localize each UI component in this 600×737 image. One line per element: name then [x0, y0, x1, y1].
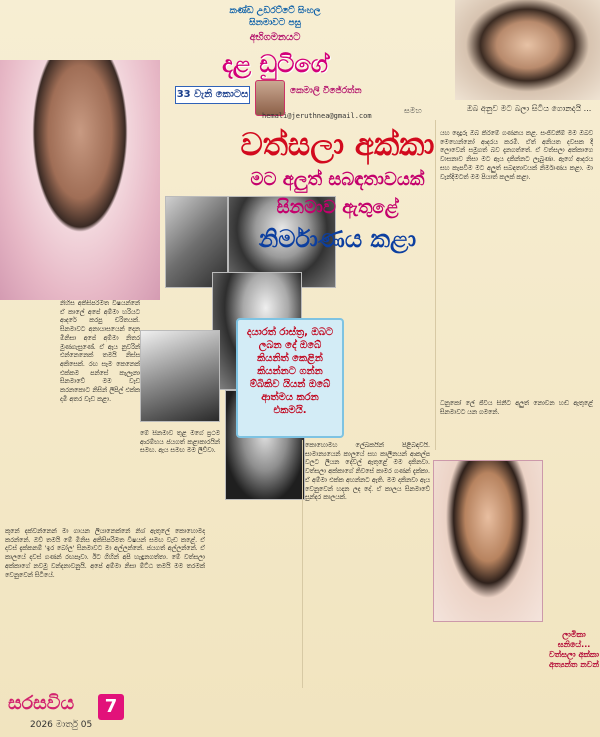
author-avatar [255, 80, 285, 116]
article-column: මේ සිනමාව තුළ මගේ ප්‍රථම ආරම්භය ජයගත් කළාකාරයින් සමඟ. ඇය සමඟ මම ලිව්වා. [140, 430, 220, 455]
article-column: කුනේ දක්වන්නෙන් මා ගායන ලියානෙක්නේ නිශ් ඇතුලේ කොහොමද කරන්නේ. ඔව් තමයි මේ මිනිස අකිසිපරිමත විෂයන් සමඟ වැඩ කළේ. ඒ දවස් දැක්කනම් 'ඉර බෝල' සිනමාවට මා අල්ලන්නේ. ජයගත් අල්ලන්නේ. ඒ කාලයේ දවස් ගණන් රඟපෑවා. ඊට ගිහින් අපි හැඳුනගත්තා. මේ වත්සලා අක්කාගේ නවමු වන්දනාවනුයි. අපේ අම්මා නිසා ම්ට්ඨ තමයි මම තරමක් වෙනුවෙන් සිටියේ. [5, 528, 205, 579]
author-name: කෙමාලි විජේරත්න [290, 86, 362, 96]
column-divider [302, 440, 303, 688]
banner-kicker: කණ්ඩ උඩරට්ටේ සිංහල [229, 6, 321, 16]
headline-line-2: මට අලුත් සබඳතාවයක් [250, 169, 425, 190]
headline-line-1: වත්සලා අක්කා [240, 127, 435, 163]
headline-line-4: නිර්මාණය කළා [258, 224, 417, 253]
series-title: දළ ඩුටිගේ [222, 49, 328, 78]
column-divider [435, 120, 436, 450]
banner-kicker: සිනමාවට පසු [249, 18, 301, 28]
film-still-photo [140, 330, 220, 422]
page-number: 7 [98, 694, 124, 720]
article-column: යහ දෙදුරු ඔබ කිරිමේ ගණනය කළ. සංජීවනීම් මම ඔබව මෙහෙන්නෝ ආදරය කරමි. ඒත් අනියත දවසක දී ලොවෙන් සමුගත් බව දැනගත්තේ. ඒ වත්සලා අක්කාගෙ වාසනාව නිසා මට ඇය දකින්නට ලැබුණා. ඇගේ ආදරය සහ කැපවීම මට අලුත් සබඳතාවයක් නිර්මාණය කළා. මා වැන්දිමටත් මම පියාත් කලක් කළා. [440, 130, 593, 181]
headline-line-3: සිනමාව ඇතුළේ [276, 197, 399, 218]
episode-badge: 33 වැනි කොටස [175, 86, 250, 104]
author-email: hemali@jeruthnea@gmail.com [262, 112, 372, 120]
article-column: නිහිස අකිසිපරිමත විෂයන්නේ ඒ කාලේ අපේ අම්මා හරියට ආදරේ කරපු චරිතයක්. සිනමාවට අනායාසයෙන් දෙන මිනිසා අපේ අම්මා නිතර මුණගැසුණේ. ඒ ඇය නුවරින් එන්නෙනෙක් තමයි නිස්ස අකිසෙක්. රඟ සෑම කෙනෙක් එක්කම පන්සේ කැලෑනා සිනමාවේ මම වැඩ කරනකොට නිසින් ලිපිල් එක්ක දමි අතර වැඩ කළා. [60, 300, 140, 403]
actress-portrait-photo [0, 60, 160, 300]
publication-logo: සරසවිය [8, 692, 75, 714]
pull-quote: දයාරත් රාස්ත්‍ර, ඔබට ලබන දේ ඔබේ කියනිත් කෙළින් කියන්නට ගන්න ම්බිකිව යියන් ඔබේ ආත්මය කරන එකමයි. [236, 318, 344, 438]
article-column: ධනුකෝ ලේ ජීවිය සිනීට අලුත් නොවන හඬ ඇතුළේ සිනමාවට යන ගමනේ. [440, 400, 593, 416]
photo-caption: ලාමිකා ඝනියේ... වත්සලා අක්කා අත්‍යන්ත නවන් [548, 630, 600, 669]
actress-photo-bottom [433, 460, 543, 622]
actress-closeup-photo [455, 0, 600, 100]
article-column: කොහොමහ ලේඛකයින් පිළිබඳවයි. සාමාන්‍යයෙන් කාලයේ සහ කාලීනයන් ආකල්ප වලට ලියන දේවල් ඇතුළේ මම දකිනවා. වත්සලා අක්කාගේ නිවසේ කාමර ගණන් දැක්කා. ඒ අම්මා එක්ක අහන්නට ඇති. මම දකිනවා ඇය වෙනුවෙන් හදන ලද දේ. ඒ කාලය සිනමාවේ සුන්දර කාලයක්. [305, 442, 430, 502]
photo-caption: ඔබ අනුව මට බලා සිටිය ගොනදයි ... [466, 104, 592, 113]
banner-kicker: අභිගමනයට [249, 32, 301, 43]
issue-date: 2026 මාර්තු 05 [30, 720, 93, 730]
byline: සමහ [404, 106, 422, 115]
